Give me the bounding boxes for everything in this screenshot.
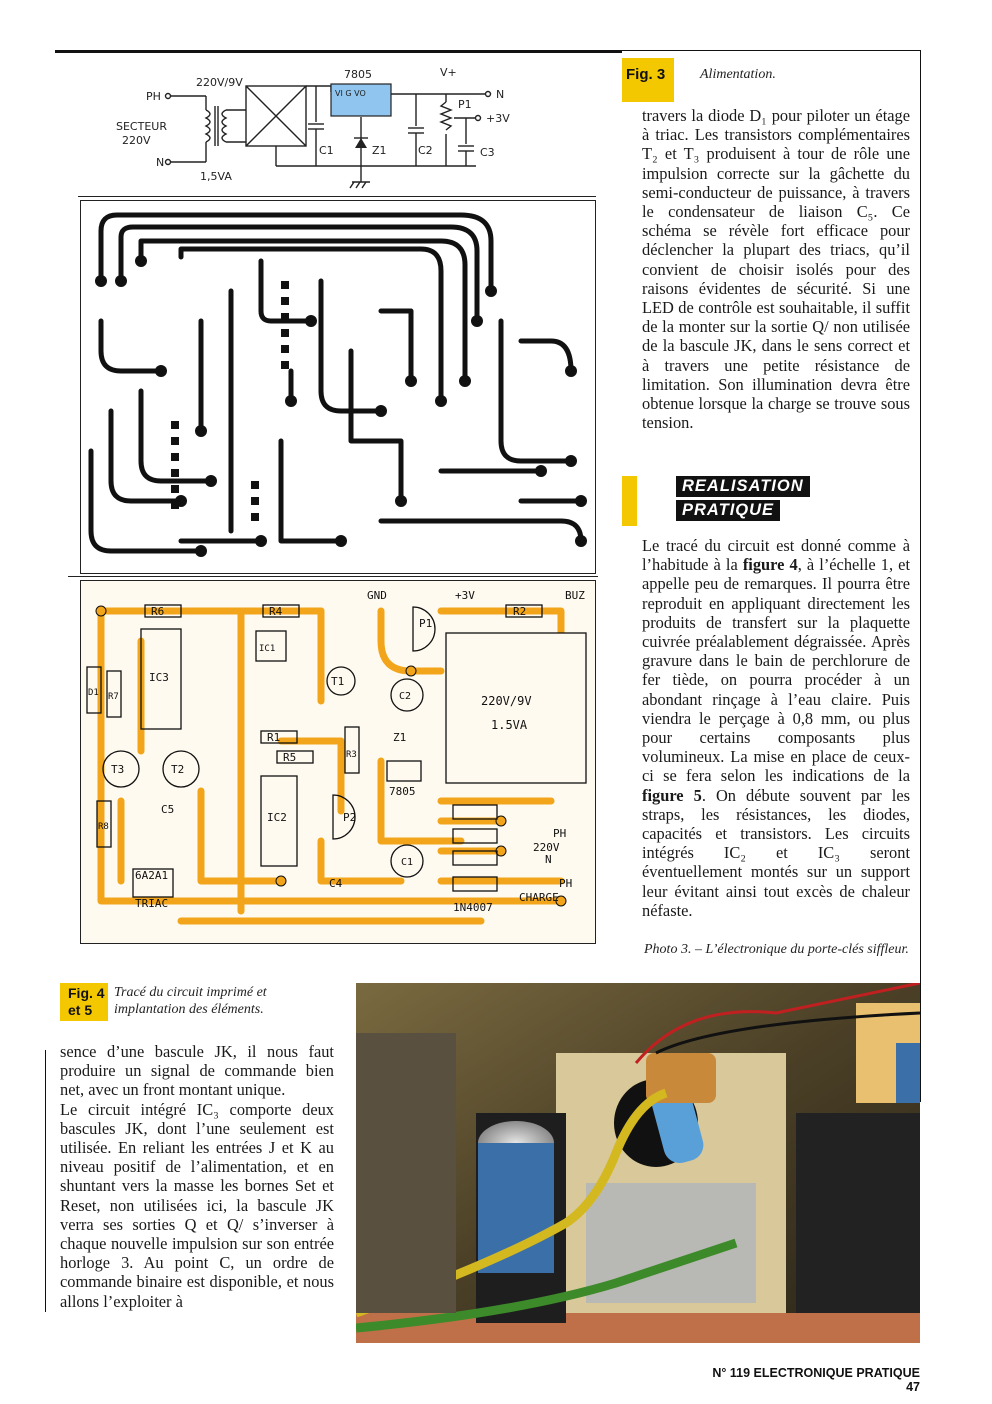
p2-fig4-ref: figure 4 xyxy=(742,555,798,575)
left-column-text xyxy=(60,1042,334,1311)
schem-secteur-label: SECTEUR xyxy=(116,120,167,133)
schem-220v-label: 220V xyxy=(122,134,151,147)
pl-t2: T2 xyxy=(171,763,185,776)
top-rule-right xyxy=(622,50,920,51)
pl-7805: 7805 xyxy=(389,785,416,798)
pl-r5: R5 xyxy=(283,751,297,764)
paragraph-realisation xyxy=(642,536,910,920)
right-column-paragraph-2 xyxy=(642,536,910,920)
pl-c2: C2 xyxy=(399,691,412,702)
top-rule xyxy=(55,50,622,53)
pl-r8: R8 xyxy=(98,822,109,832)
heading-line-1: REALISATION xyxy=(676,476,810,497)
pl-r6: R6 xyxy=(151,605,165,618)
p2-fig5-ref: figure 5 xyxy=(642,785,702,805)
pl-c4: C4 xyxy=(329,877,343,890)
pl-va: 1.5VA xyxy=(491,718,528,732)
pl-d1: D1 xyxy=(88,688,99,698)
schem-vplus-label: V+ xyxy=(440,66,457,79)
component-placement-figure xyxy=(80,580,596,944)
pl-r4: R4 xyxy=(269,605,283,618)
fig45-caption: Tracé du circuit imprimé et implantation des éléments. xyxy=(114,985,267,1017)
pl-diode: 1N4007 xyxy=(453,901,493,914)
paragraph-jk-signal: sence d’une bascule JK, il nous faut produire un signal de commande bien net, avec un front montant unique. xyxy=(60,1042,334,1100)
fig45-tab-b: et 5 xyxy=(68,1002,93,1018)
schem-out-n-label: N xyxy=(496,88,505,101)
schem-n-label: N xyxy=(156,156,165,169)
pl-t3: T3 xyxy=(111,763,125,776)
schem-c3-label: C3 xyxy=(480,146,495,159)
heading-accent-bar xyxy=(622,476,637,526)
photo-electronics xyxy=(356,983,920,1343)
pl-ic3: IC3 xyxy=(149,671,169,684)
schem-ph-label: PH xyxy=(146,90,161,103)
pcb-top-line xyxy=(78,196,596,197)
placement-top-line xyxy=(68,576,598,577)
photo3-caption: Photo 3. – L’électronique du porte-clés siffleur. xyxy=(644,942,909,957)
schem-c1-label: C1 xyxy=(319,144,334,157)
schem-c2-label: C2 xyxy=(418,144,433,157)
pl-c5: C5 xyxy=(161,803,175,816)
pl-gnd: GND xyxy=(367,589,387,602)
pl-r3: R3 xyxy=(346,750,357,760)
pl-r7: R7 xyxy=(108,692,119,702)
pl-r1: R1 xyxy=(267,731,281,744)
p2-text-c: . On débute souvent par les straps, les résistances, les diodes, capacités et transistors. Les circuits intégrés IC₂ et IC₃ seront éventuellement montés sur un support leur évitant ainsi tout excès de chaleur néfaste. xyxy=(642,785,910,920)
heading-line-2: PRATIQUE xyxy=(676,500,780,521)
pl-charge: CHARGE xyxy=(519,891,559,904)
power-supply-schematic xyxy=(86,62,546,190)
fig45-tab-a: Fig. 4 xyxy=(68,985,105,1001)
pl-ic1: IC1 xyxy=(259,644,276,654)
paragraph-ic3: Le circuit intégré IC₃ comporte deux bascules JK, dont l’une seulement est utilisée. En reliant les entrées J et K au niveau positif de l’alimentation, et en shuntant vers la masse les bornes Set et Reset, non utilisées ici, la bascule JK verra ses sorties Q et Q/ s’inverser à chaque nouvelle impulsion sur son entrée horloge 3. Au point C, un ordre de commande binaire est disponible, et nous allons l’exploiter à xyxy=(60,1099,334,1311)
column-rule-left xyxy=(45,1050,46,1312)
p2-text-a: Le tracé du circuit est donné comme à l’habitude à la xyxy=(642,536,910,575)
schem-3v-label: +3V xyxy=(486,112,510,125)
pl-z1: Z1 xyxy=(393,731,407,744)
pl-r2: R2 xyxy=(513,605,527,618)
pcb-trace-figure xyxy=(80,200,596,574)
fig3-caption: Alimentation. xyxy=(700,67,776,82)
pl-ph2: PH xyxy=(559,877,573,890)
pl-n: N xyxy=(545,853,552,866)
fig3-tab: Fig. 3 xyxy=(626,66,666,83)
pl-ic2: IC2 xyxy=(267,811,287,824)
p2-text-b: , à l’échelle 1, et appelle peu de remarques. Il pourra être reproduit en appliquant directement les produits de transfert sur la plaquette cuivrée préalablement dégraissée. Après gravure dans le bain de perchlorure de fer tiède, on pourra procéder à un abondant rinçage à l’eau claire. Puis viendra le perçage à 0,8 mm, ou plus pour certains composants plus volumineux. La mise en place de ceux-ci se fera selon les indications de la xyxy=(642,555,910,786)
schem-reg-label: 7805 xyxy=(344,68,372,81)
pl-c1: C1 xyxy=(401,857,414,868)
pl-p2: P2 xyxy=(343,811,357,824)
pl-3v: +3V xyxy=(455,589,475,602)
schem-p1-label: P1 xyxy=(458,98,472,111)
schem-z1-label: Z1 xyxy=(372,144,387,157)
column-rule-right xyxy=(920,50,921,1102)
pl-triac: TRIAC xyxy=(135,897,169,910)
schem-reg-pins: VI G VO xyxy=(335,89,366,98)
pl-p1: P1 xyxy=(419,617,433,630)
schem-transfo-label: 220V/9V xyxy=(196,76,243,89)
schem-power-label: 1,5VA xyxy=(200,170,232,183)
page-footer: N° 119 ELECTRONIQUE PRATIQUE 47 xyxy=(712,1366,920,1394)
paragraph-triac-drive: travers la diode D₁ pour piloter un étage à triac. Les transistors complémentaires T₂ et T₃ produisent à tour de rôle une impulsion correcte sur la gâchette du semi-conducteur de puissance, à travers le condensateur de liaison C₅. Ce schéma se révèle fort efficace pour déclencher la plupart des triacs, qu’il convient de choisir isolés pour des raisons évidentes de sécurité. Si une LED de contrôle est souhaitable, il suffit de la monter sur la sortie Q/ non utilisée de la bascule JK, dans le sens correct et à travers une petite résistance de limitation. Son illumination devra être obtenue lorsque la charge se trouve sous tension. xyxy=(642,106,910,433)
section-heading xyxy=(676,476,810,521)
pl-ph: PH xyxy=(553,827,567,840)
pl-t1: T1 xyxy=(331,675,345,688)
pl-buz: BUZ xyxy=(565,589,585,602)
pl-220v: 220V xyxy=(533,841,560,854)
pl-triac-ref: 6A2A1 xyxy=(135,869,169,882)
right-column-paragraph-1 xyxy=(642,106,910,432)
pl-transfo: 220V/9V xyxy=(481,694,532,708)
